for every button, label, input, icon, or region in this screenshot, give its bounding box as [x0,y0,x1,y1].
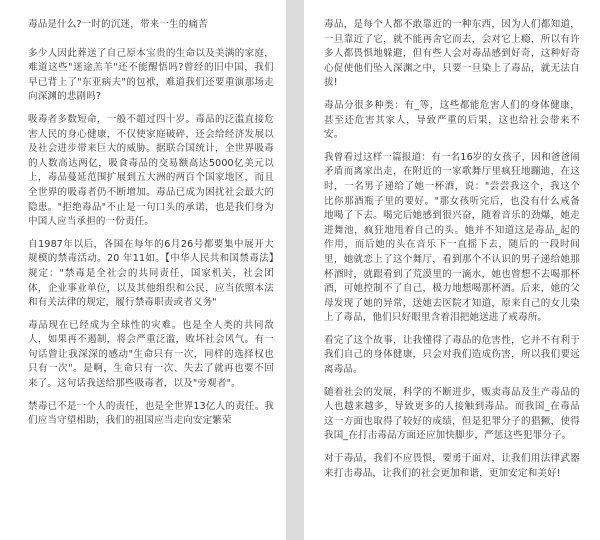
left-paragraph-3: 自1987年以后，各国在每年的6月26号都要集中展开大规模的禁毒活动。20 年11如。【中华人民共和国禁毒法】规定："禁毒是全社会的共同责任，国家机关，社会团体，企业事业单位，以及其他组织和公民，应当依照本法和有关法律的规定，履行禁毒职责或者义务" [28,238,274,309]
left-column [28,18,274,437]
left-paragraph-1: 多少人因此葬送了自己原本宝贵的生命以及美满的家庭，难道这些"迷途羔羊"还不能醒悟吗?曾经的旧中国，我们早已背上了"东亚病夫"的包袱，难道我们还要重演那场走向深渊的悲剧吗? [28,47,274,103]
page-gutter [286,0,304,540]
right-paragraph-3: 我曾看过这样一篇报道：有一名16岁的女孩子，因和爸爸闹矛盾而离家出走，在附近的一家歌舞厅里疯狂地蹦迪，在这时，一名男子递给了她一杯酒，说："尝尝我这个，我这个比你那酒瓶子里的要好。"那女孩听完后，也没有什么戒备地喝了下去。喝完后她感到很兴奋，随着音乐的劲爆，她走进舞池，疯狂地甩着自己的头。她并不知道这是毒品_起的作用，而后她的头在音乐下一直摇下去，随后的一段时间里，她就恋上了这个舞厅，看到那个不认识的男子递给她那杯酒时，就跟看到了荒漠里的一滴水，她也曾想不去喝那杯酒，可她控制不了自己，极力地想喝那杯酒。后来，她的父母发现了她的异常，送她去医院才知道，原来自己的女儿染上了毒品，他们只好眼里含着泪把她送进了戒毒所。 [324,151,580,324]
left-paragraph-4: 毒品现在已经成为全球性的灾难。也是全人类的共同敌人，如果再不遏制，将会严重泛滥，败坏社会风气。有一句话曾让我深深的感动"生命只有一次，同样的选择权也只有一次"。是啊，生命只有一次、失去了就再也要不回来了。这句话我送给那些吸毒者，以及"旁观者"。 [28,319,274,390]
right-paragraph-2: 毒品分很多种类：有_等，这些都能危害人们的身体健康，甚至还危害其家人，导致严重的后果，这也给社会带来不安。 [324,99,580,141]
right-paragraph-4: 看完了这个故事，让我懂得了毒品的危害性，它并不有利于我们自己的身体健康，只会对我们造成伤害，所以我们要远离毒品。 [324,334,580,376]
left-paragraph-2: 吸毒者多数短命，一般不超过四十岁。毒品的泛滥直接危害人民的身心健康，不仅使家庭破碎，还会给经济发展以及社会进步带来巨大的威胁。据联合国统计，全世界吸毒的人数高达两亿，吸食毒品的交易额高达5000亿美元以上，毒品蔓延范围扩展到五大洲的两百个国家地区，而且全世界的吸毒者仍不断增加。毒品已成为困扰社会最大的隐患。"拒绝毒品"不止是一句口头的承诺，也是我们身为中国人应当承担的一份责任。 [28,113,274,228]
article-title: 毒品是什么?一时的沉迷，带来一生的痛苦 [28,19,208,30]
left-page [0,0,286,540]
right-paragraph-1: 毒品，是每个人都不敢靠近的一种东西，因为人们都知道，一旦靠近了它，就不能再舍它而去，会对它上瘾，所以有许多人都畏惧地躲避，但有些人会对毒品感到好奇，这种好奇心促使他们坠入深渊之中，只要一旦染上了毒品，就无法自拔! [324,19,580,89]
right-paragraph-6: 对于毒品，我们不应畏惧，要勇于面对，让我们用法律武器来打击毒品，让我们的社会更加和谐，更加安定和美好! [324,453,580,479]
right-paragraph-5: 随着社会的发展，科学的不断进步，贩卖毒品及生产毒品的人也越来越多，导致更多的人接触到毒品。而我国_在毒品这一方面也取得了较好的成绩，但是犯罪分子的猖獗，使得我国_在打击毒品方面还应加快脚步，严惩这些犯罪分子。 [324,386,580,442]
left-paragraph-5: 禁毒已不是一个人的责任，也是全世界13亿人的责任。我们应当守望相助，我们的祖国应当走向安定繁荣 [28,400,274,427]
right-column [324,18,580,489]
right-page [304,0,600,540]
